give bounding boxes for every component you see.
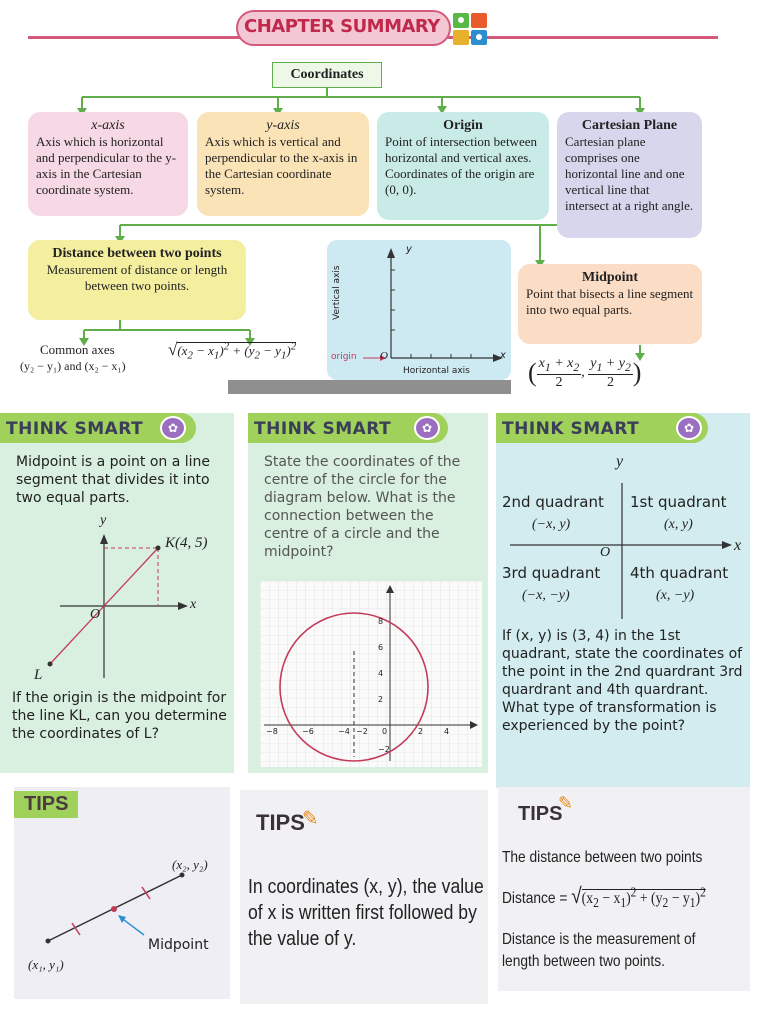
point-l-label: L <box>34 667 43 683</box>
y-tick-label: 6 <box>378 643 384 652</box>
node-title: Origin <box>443 118 483 133</box>
quadrant-1-label: 1st quadrant <box>630 493 727 511</box>
node-origin <box>377 112 549 220</box>
x-tick-label: −2 <box>356 727 368 736</box>
quadrant-1-coords: (x, y) <box>664 517 693 532</box>
distance-formula: $√(x_2 - x_1)^2 + (y_2 - y_1)^2$ <box>168 340 297 362</box>
common-axes-formula: (y₂ − y₁) and (x₂ − x₁) <box>20 359 126 373</box>
tips-panel-3 <box>498 787 750 991</box>
axis-y-label: y <box>100 513 107 528</box>
root-node: Coordinates <box>272 62 382 88</box>
node-x-axis <box>28 112 188 216</box>
pencil-icon: ✎ <box>302 806 319 830</box>
graph-x-label: x <box>500 350 506 361</box>
node-title: Midpoint <box>581 270 638 285</box>
think-smart-question: If (x, y) is (3, 4) in the 1st quadrant, state the coordinates of the point in the 2nd quardrant 3rd quardrant and 4th quardrant. What type of transformation is experienced by the point? <box>502 628 743 734</box>
tips-panel-2 <box>240 790 488 1004</box>
node-title: x-axis <box>91 118 125 133</box>
distance-label: Distance = <box>502 890 568 907</box>
tips-panel-1 <box>14 787 230 999</box>
y-tick-label: 8 <box>378 617 384 626</box>
axis-x-label: x <box>190 597 197 612</box>
distance-formula-row: Distance = $√(x_2 - x_1)^2 + (y_2 - y_1)^2$ <box>502 883 706 911</box>
point-1-label: (x₁, y₁) <box>28 957 64 972</box>
graph-horizontal-axis-label: Horizontal axis <box>403 366 470 376</box>
node-title: y-axis <box>266 118 300 133</box>
common-axes-label: Common axes <box>40 342 115 357</box>
node-cartesian-plane <box>557 112 702 238</box>
think-smart-heading: THINK SMART <box>502 419 640 439</box>
quadrant-2-coords: (−x, y) <box>532 517 571 532</box>
x-tick-label: −6 <box>302 727 314 736</box>
think-smart-question: State the coordinates of the centre of the circle for the diagram below. What is the connection between the centre of a circle and the midpoint? <box>264 454 461 560</box>
point-2-label: (x₂, y₂) <box>172 857 208 872</box>
quadrant-4-coords: (x, −y) <box>656 588 695 603</box>
x-tick-label: −4 <box>338 727 350 736</box>
x-tick-label: −8 <box>266 727 278 736</box>
tips-heading: TIPS <box>256 810 305 835</box>
tips-line-1: The distance between two points <box>502 849 703 866</box>
node-text: Axis which is horizontal and perpendicular to the y-axis in the Cartesian coordinate system. <box>36 134 177 197</box>
brain-icon: ✿ <box>160 416 186 440</box>
think-smart-panel-3 <box>496 413 750 788</box>
y-tick-label: −2 <box>378 745 390 754</box>
scrollbar[interactable] <box>228 380 511 394</box>
x-tick-label: 2 <box>418 727 424 736</box>
circle-grid-diagram <box>260 581 482 767</box>
node-text: Point that bisects a line segment into two equal parts. <box>526 286 694 317</box>
origin-label: O <box>600 545 611 560</box>
y-tick-label: 4 <box>378 669 384 678</box>
page-title: CHAPTER SUMMARY <box>244 16 440 37</box>
tips-text: In coordinates (x, y), the value of x is written first followed by the value of y. <box>248 876 484 950</box>
tips-heading: TIPS <box>518 803 563 825</box>
quadrant-3-label: 3rd quadrant <box>502 564 601 582</box>
brain-icon: ✿ <box>676 416 702 440</box>
midpoint-label: Midpoint <box>148 937 209 953</box>
axis-x-label: x <box>734 537 742 554</box>
node-text: Axis which is vertical and perpendicular to the x-axis in the Cartesian coordinate system. <box>205 134 358 197</box>
graph-vertical-axis-label: Vertical axis <box>332 265 342 320</box>
think-smart-panel-2 <box>248 413 488 773</box>
node-title: Distance between two points <box>52 246 222 261</box>
x-tick-label: 0 <box>382 727 388 736</box>
think-smart-heading: THINK SMART <box>6 419 144 439</box>
think-smart-question: If the origin is the midpoint for the line KL, can you determine the coordinates of L? <box>12 690 227 742</box>
think-smart-intro: Midpoint is a point on a line segment that divides it into two equal parts. <box>16 454 211 506</box>
node-text: Point of intersection between horizontal and vertical axes. Coordinates of the origin are (0, 0). <box>385 134 537 197</box>
pencil-icon: ✎ <box>558 793 574 814</box>
graph-o-label: O <box>380 350 388 362</box>
node-text: Measurement of distance or length between two points. <box>46 262 228 293</box>
axis-y-label: y <box>616 453 624 470</box>
midpoint-formula: ( $x_1 + x_2$ 2 , $y_1 + y_2$ 2 ) <box>528 356 642 390</box>
think-smart-heading: THINK SMART <box>254 419 392 439</box>
node-text: Cartesian plane comprises one horizontal line and one vertical line that intersect at a right angle. <box>565 134 694 213</box>
node-midpoint <box>518 264 702 344</box>
quadrant-2-label: 2nd quadrant <box>502 493 604 511</box>
quadrant-3-coords: (−x, −y) <box>522 588 570 603</box>
tips-line-3: Distance is the measurement of length between two points. <box>502 931 696 970</box>
tips-heading: TIPS <box>14 791 78 818</box>
graph-y-label: y <box>406 244 412 255</box>
x-tick-label: 4 <box>444 727 450 736</box>
y-tick-label: 2 <box>378 695 384 704</box>
node-title: Cartesian Plane <box>581 118 678 133</box>
origin-label: O <box>90 607 101 622</box>
point-k-label: K(4, 5) <box>165 535 208 551</box>
node-y-axis <box>197 112 369 216</box>
graph-origin-label: origin <box>331 352 357 362</box>
node-distance <box>28 240 246 320</box>
quadrant-4-label: 4th quadrant <box>630 564 729 582</box>
brain-icon: ✿ <box>414 416 440 440</box>
think-smart-panel-1 <box>0 413 234 773</box>
